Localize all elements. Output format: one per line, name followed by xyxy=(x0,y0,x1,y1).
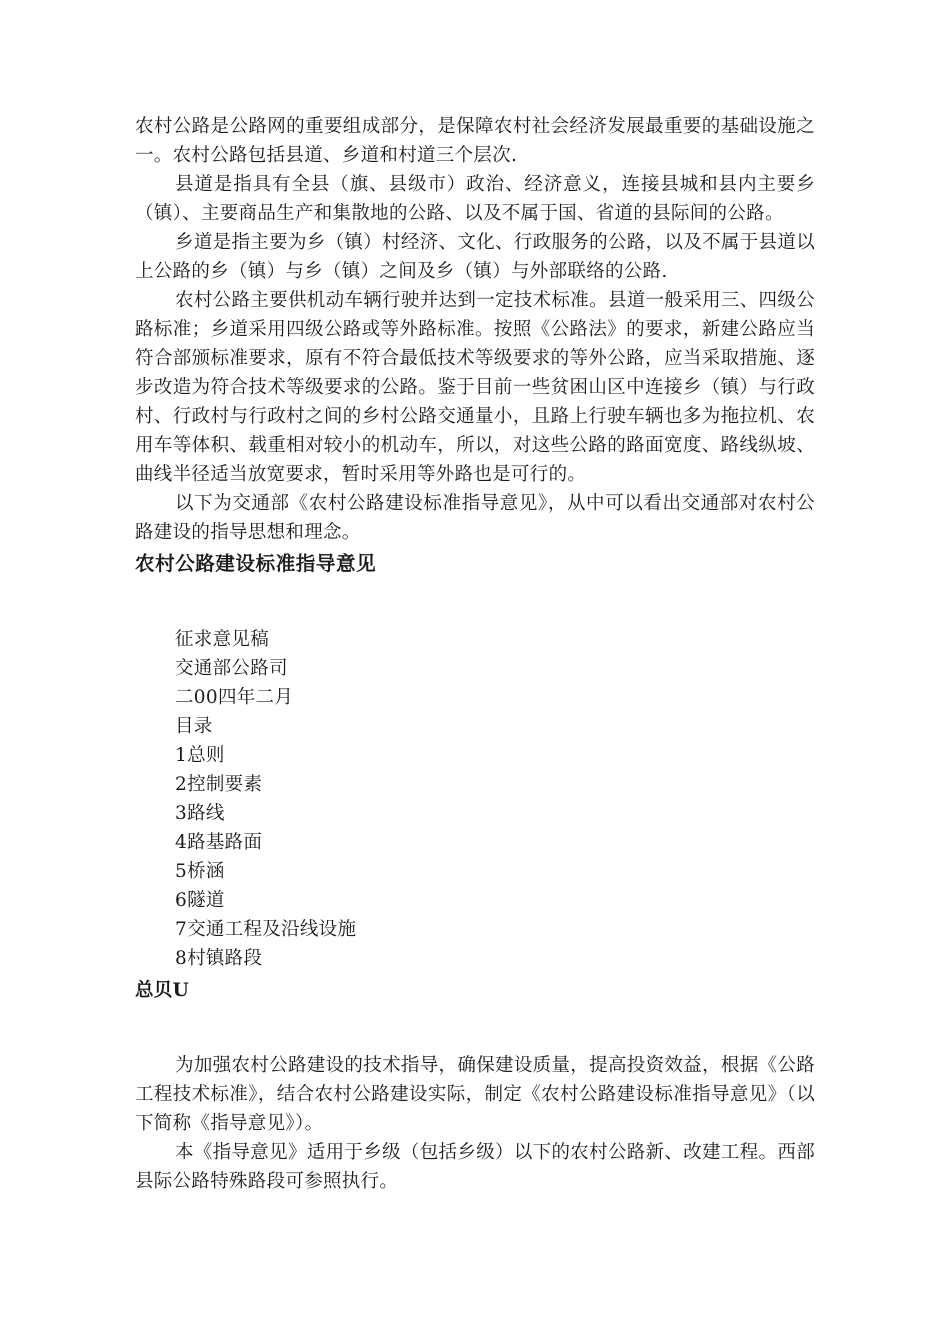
section-title: 总贝U xyxy=(135,980,190,1001)
intro-paragraph-4: 农村公路主要供机动车辆行驶并达到一定技术标准。县道一般采用三、四级公路标准；乡道采用四级公路或等外路标准。按照《公路法》的要求，新建公路应当符合部颁标准要求，原有不符合最低技术等级要求的等外公路，应当采取措施、逐步改造为符合技术等级要求的公路。鉴于目前一些贫困山区中连接乡（镇）与行政村、行政村与行政村之间的乡村公路交通量小，且路上行驶车辆也多为拖拉机、农用车等体积、载重相对较小的机动车，所以，对这些公路的路面宽度、路线纵坡、曲线半径适当放宽要求，暂时采用等外路也是可行的。 xyxy=(135,290,815,485)
table-of-contents xyxy=(135,741,815,973)
intro-paragraph-2: 县道是指具有全县（旗、县级市）政治、经济意义，连接县城和县内主要乡（镇）、主要商品生产和集散地的公路、以及不属于国、省道的县际间的公路。 xyxy=(135,174,815,224)
body-paragraph-2: 本《指导意见》适用于乡级（包括乡级）以下的农村公路新、改建工程。西部县际公路特殊路段可参照执行。 xyxy=(135,1142,815,1192)
draft-label: 征求意见稿 xyxy=(175,629,270,650)
toc-title: 目录 xyxy=(175,716,213,737)
intro-paragraph-5: 以下为交通部《农村公路建设标准指导意见》，从中可以看出交通部对农村公路建设的指导思想和理念。 xyxy=(135,493,815,543)
date-label: 二00四年二月 xyxy=(175,687,294,708)
intro-paragraph-1: 农村公路是公路网的重要组成部分，是保障农村社会经济发展最重要的基础设施之一。农村公路包括县道、乡道和村道三个层次. xyxy=(135,116,815,166)
toc-item: 1总则 xyxy=(175,745,225,766)
document-meta xyxy=(135,625,815,973)
toc-item: 3路线 xyxy=(175,803,225,824)
toc-item: 8村镇路段 xyxy=(175,948,263,969)
toc-item: 7交通工程及沿线设施 xyxy=(175,919,357,940)
intro-paragraph-3: 乡道是指主要为乡（镇）村经济、文化、行政服务的公路，以及不属于县道以上公路的乡（镇）与乡（镇）之间及乡（镇）与外部联络的公路. xyxy=(135,232,815,282)
toc-item: 4路基路面 xyxy=(175,832,263,853)
issuer-label: 交通部公路司 xyxy=(175,658,288,679)
toc-item: 2控制要素 xyxy=(175,774,263,795)
document-title: 农村公路建设标准指导意见 xyxy=(135,552,377,575)
document-page xyxy=(135,112,815,1196)
body-paragraph-1: 为加强农村公路建设的技术指导，确保建设质量，提高投资效益，根据《公路工程技术标准》，结合农村公路建设实际，制定《农村公路建设标准指导意见》（以下简称《指导意见》）。 xyxy=(135,1055,815,1134)
section-body xyxy=(135,1051,815,1196)
toc-item: 5桥涵 xyxy=(175,861,225,882)
toc-item: 6隧道 xyxy=(175,890,225,911)
